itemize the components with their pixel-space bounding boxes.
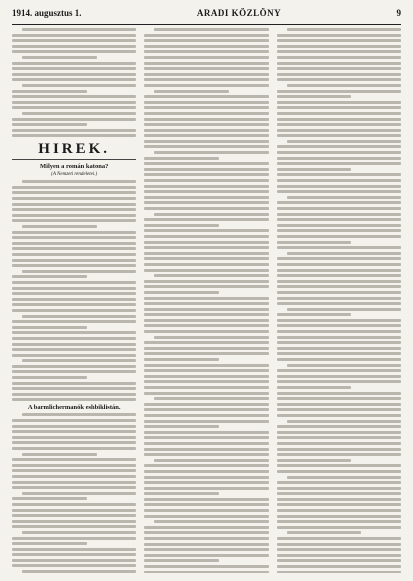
text-line-placeholder [144, 481, 268, 484]
text-line-placeholder [144, 543, 268, 546]
text-line-placeholder [12, 259, 136, 262]
text-line-placeholder [277, 45, 401, 48]
text-line-placeholder [12, 537, 136, 540]
text-line-placeholder [12, 134, 136, 137]
text-line-placeholder [144, 224, 219, 227]
text-line-placeholder [277, 459, 352, 462]
text-line-placeholder [144, 263, 268, 266]
header-page-number: 9 [396, 8, 401, 18]
text-line-placeholder [144, 291, 219, 294]
text-line-placeholder [144, 162, 268, 165]
text-line-placeholder [12, 242, 136, 245]
text-line-placeholder [22, 56, 97, 59]
text-line-placeholder [144, 246, 268, 249]
text-line-placeholder [12, 419, 136, 422]
text-line-placeholder [144, 559, 219, 562]
text-line-placeholder [144, 229, 268, 232]
text-line-placeholder [12, 50, 136, 53]
text-line-placeholder [12, 34, 136, 37]
text-line-placeholder [154, 213, 268, 216]
text-line-placeholder [144, 179, 268, 182]
text-line-placeholder [144, 95, 268, 98]
text-line-placeholder [12, 247, 136, 250]
text-line-placeholder [144, 503, 268, 506]
text-line-placeholder [12, 354, 136, 357]
text-line-placeholder [22, 270, 136, 273]
text-line-placeholder [277, 179, 401, 182]
text-line-placeholder [144, 369, 268, 372]
text-line-placeholder [22, 359, 136, 362]
text-line-placeholder [277, 397, 401, 400]
text-line-placeholder [144, 252, 268, 255]
text-line-placeholder [277, 162, 401, 165]
text-line-placeholder [277, 302, 401, 305]
text-line-placeholder [144, 134, 268, 137]
text-line-placeholder [144, 464, 268, 467]
text-line-placeholder [277, 436, 401, 439]
text-line-placeholder [277, 554, 401, 557]
text-line-placeholder [277, 151, 401, 154]
text-line-placeholder [12, 548, 136, 551]
text-line-placeholder [144, 140, 268, 143]
text-line-placeholder [12, 337, 136, 340]
text-line-placeholder [277, 330, 401, 333]
text-line-placeholder [154, 151, 268, 154]
text-line-placeholder [277, 403, 401, 406]
text-line-placeholder [144, 39, 268, 42]
text-line-placeholder [287, 140, 401, 143]
text-line-placeholder [277, 464, 401, 467]
text-line-placeholder [277, 352, 401, 355]
text-line-placeholder [277, 263, 401, 266]
text-line-placeholder [277, 62, 401, 65]
text-line-placeholder [144, 145, 268, 148]
text-line-placeholder [277, 224, 401, 227]
text-line-placeholder [144, 207, 268, 210]
text-line-placeholder [144, 453, 268, 456]
text-line-placeholder [144, 257, 268, 260]
text-line-placeholder [154, 28, 268, 31]
text-line-placeholder [277, 274, 401, 277]
text-line-placeholder [144, 565, 268, 568]
text-line-placeholder [12, 509, 136, 512]
hirek-heading: HIREK. [12, 141, 136, 160]
text-line-placeholder [144, 571, 268, 573]
text-line-placeholder [144, 470, 268, 473]
text-line-placeholder [22, 112, 136, 115]
text-line-placeholder [277, 347, 401, 350]
text-line-placeholder [22, 531, 136, 534]
text-line-placeholder [277, 470, 401, 473]
text-line-placeholder [277, 431, 401, 434]
text-line-placeholder [144, 330, 268, 333]
text-line-placeholder [12, 469, 136, 472]
text-line-placeholder [144, 548, 268, 551]
text-line-placeholder [144, 308, 268, 311]
text-line-placeholder [12, 514, 136, 517]
text-line-placeholder [12, 303, 136, 306]
text-line-placeholder [277, 369, 401, 372]
text-line-placeholder [144, 526, 268, 529]
text-line-placeholder [287, 420, 401, 423]
text-line-placeholder [277, 492, 401, 495]
text-line-placeholder [144, 285, 268, 288]
text-line-placeholder [277, 324, 401, 327]
text-line-placeholder [22, 315, 136, 318]
text-line-placeholder [144, 476, 268, 479]
text-line-placeholder [277, 207, 401, 210]
text-line-placeholder [144, 448, 268, 451]
text-line-placeholder [144, 118, 268, 121]
text-line-placeholder [22, 453, 97, 456]
text-line-placeholder [144, 531, 268, 534]
text-line-placeholder [277, 285, 401, 288]
text-line-placeholder [144, 375, 268, 378]
text-line-placeholder [12, 326, 87, 329]
text-line-placeholder [287, 308, 401, 311]
text-line-placeholder [12, 106, 136, 109]
article1-subnote: (A Nemzeti rendeletei.) [51, 172, 98, 178]
text-line-placeholder [277, 565, 401, 568]
text-line-placeholder [277, 487, 401, 490]
text-line-placeholder [12, 292, 136, 295]
text-line-placeholder [277, 386, 352, 389]
text-line-placeholder [12, 393, 136, 396]
text-line-placeholder [12, 253, 136, 256]
text-line-placeholder [12, 186, 136, 189]
text-line-placeholder [277, 157, 401, 160]
text-line-placeholder [144, 112, 268, 115]
text-line-placeholder [277, 297, 401, 300]
text-line-placeholder [277, 380, 401, 383]
text-line-placeholder [12, 343, 136, 346]
text-line-placeholder [12, 197, 136, 200]
page-header [12, 8, 401, 25]
text-line-placeholder [277, 498, 401, 501]
text-line-placeholder [12, 387, 136, 390]
text-line-placeholder [12, 376, 87, 379]
text-line-placeholder [277, 241, 352, 244]
text-line-placeholder [277, 425, 401, 428]
text-line-placeholder [22, 84, 136, 87]
text-line-placeholder [277, 190, 401, 193]
text-line-placeholder [277, 336, 401, 339]
text-line-placeholder [144, 319, 268, 322]
text-line-placeholder [154, 397, 268, 400]
text-line-placeholder [277, 123, 401, 126]
text-line-placeholder [144, 420, 268, 423]
text-line-placeholder [277, 520, 401, 523]
text-line-placeholder [12, 264, 136, 267]
text-line-placeholder [144, 56, 268, 59]
text-line-placeholder [277, 213, 401, 216]
text-line-placeholder [12, 430, 136, 433]
text-line-placeholder [277, 34, 401, 37]
text-line-placeholder [277, 50, 401, 53]
text-line-placeholder [144, 487, 268, 490]
text-line-placeholder [144, 386, 268, 389]
text-line-placeholder [12, 542, 87, 545]
text-line-placeholder [12, 425, 136, 428]
text-line-placeholder [144, 414, 268, 417]
text-line-placeholder [144, 358, 219, 361]
text-line-placeholder [144, 173, 268, 176]
text-line-placeholder [12, 231, 136, 234]
text-line-placeholder [12, 275, 87, 278]
text-line-placeholder [12, 78, 136, 81]
text-line-placeholder [12, 298, 136, 301]
text-line-placeholder [277, 515, 401, 518]
text-line-placeholder [12, 101, 136, 104]
text-line-placeholder [12, 447, 136, 450]
text-line-placeholder [277, 408, 401, 411]
text-line-placeholder [144, 442, 268, 445]
text-line-placeholder [12, 281, 136, 284]
text-line-placeholder [144, 554, 268, 557]
text-line-placeholder [277, 218, 401, 221]
text-line-placeholder [12, 129, 136, 132]
text-line-placeholder [277, 414, 401, 417]
text-line-placeholder [144, 280, 268, 283]
text-line-placeholder [277, 537, 401, 540]
text-line-placeholder [277, 112, 401, 115]
text-line-placeholder [277, 319, 401, 322]
text-line-placeholder [277, 543, 401, 546]
text-line-placeholder [144, 341, 268, 344]
text-line-placeholder [144, 425, 219, 428]
text-line-placeholder [144, 352, 268, 355]
text-line-placeholder [144, 168, 268, 171]
text-line-placeholder [12, 309, 136, 312]
text-line-placeholder [277, 358, 401, 361]
text-line-placeholder [277, 559, 401, 562]
text-line-placeholder [277, 134, 401, 137]
text-line-placeholder [12, 236, 136, 239]
text-line-placeholder [12, 203, 136, 206]
text-line-placeholder [12, 67, 136, 70]
text-line-placeholder [277, 481, 401, 484]
text-line-placeholder [144, 313, 268, 316]
text-line-placeholder [12, 95, 136, 98]
text-line-placeholder [144, 45, 268, 48]
text-line-placeholder [144, 436, 268, 439]
text-line-placeholder [277, 90, 401, 93]
text-line-placeholder [154, 520, 268, 523]
text-line-placeholder [277, 509, 401, 512]
text-line-placeholder [22, 492, 136, 495]
text-line-placeholder [277, 503, 401, 506]
text-line-placeholder [277, 392, 401, 395]
text-line-placeholder [144, 509, 268, 512]
text-line-placeholder [144, 123, 268, 126]
text-line-placeholder [144, 324, 268, 327]
text-line-placeholder [144, 218, 268, 221]
text-line-placeholder [144, 515, 268, 518]
text-line-placeholder [287, 84, 401, 87]
text-line-placeholder [22, 413, 136, 416]
text-line-placeholder [277, 246, 401, 249]
text-line-placeholder [12, 564, 136, 567]
column-left [12, 28, 136, 573]
text-line-placeholder [144, 498, 268, 501]
text-line-placeholder [277, 185, 401, 188]
text-line-placeholder [277, 280, 401, 283]
article1-title: Milyen a román katona? [40, 163, 109, 171]
text-line-placeholder [144, 403, 268, 406]
text-line-placeholder [144, 73, 268, 76]
text-line-placeholder [277, 341, 401, 344]
text-line-placeholder [277, 145, 401, 148]
article2-title: A barmlichermanók eshbiklistán. [27, 404, 121, 412]
text-line-placeholder [144, 297, 268, 300]
text-line-placeholder [12, 118, 136, 121]
text-line-placeholder [12, 214, 136, 217]
column-middle [144, 28, 268, 573]
text-line-placeholder [144, 537, 268, 540]
text-line-placeholder [12, 370, 136, 373]
text-line-placeholder [144, 157, 219, 160]
text-line-placeholder [12, 365, 136, 368]
text-line-placeholder [144, 190, 268, 193]
text-line-placeholder [12, 458, 136, 461]
text-line-placeholder [277, 56, 401, 59]
text-line-placeholder [154, 459, 268, 462]
text-line-placeholder [144, 129, 268, 132]
text-line-placeholder [287, 28, 401, 31]
text-line-placeholder [277, 257, 401, 260]
text-line-placeholder [144, 196, 268, 199]
text-line-placeholder [144, 34, 268, 37]
text-line-placeholder [144, 364, 268, 367]
text-line-placeholder [277, 73, 401, 76]
text-line-placeholder [144, 67, 268, 70]
text-line-placeholder [12, 320, 136, 323]
text-line-placeholder [277, 129, 401, 132]
text-line-placeholder [277, 95, 352, 98]
text-line-placeholder [12, 382, 136, 385]
column-right [277, 28, 401, 573]
text-line-placeholder [277, 67, 401, 70]
text-line-placeholder [12, 497, 87, 500]
text-line-placeholder [287, 252, 401, 255]
text-line-placeholder [12, 90, 87, 93]
text-line-placeholder [277, 235, 401, 238]
text-line-placeholder [277, 375, 401, 378]
text-line-placeholder [277, 548, 401, 551]
text-line-placeholder [287, 364, 401, 367]
header-date: 1914. augusztus 1. [12, 8, 82, 18]
text-line-placeholder [287, 531, 362, 534]
text-line-placeholder [277, 78, 401, 81]
text-line-placeholder [144, 241, 268, 244]
text-line-placeholder [12, 475, 136, 478]
text-line-placeholder [12, 520, 136, 523]
text-line-placeholder [144, 106, 268, 109]
text-line-placeholder [277, 526, 401, 529]
text-line-placeholder [144, 62, 268, 65]
text-line-placeholder [12, 219, 136, 222]
text-line-placeholder [277, 453, 401, 456]
text-line-placeholder [277, 229, 401, 232]
text-line-placeholder [277, 173, 401, 176]
text-line-placeholder [144, 431, 268, 434]
text-line-placeholder [22, 570, 136, 573]
text-line-placeholder [144, 408, 268, 411]
text-line-placeholder [144, 380, 268, 383]
text-line-placeholder [12, 553, 136, 556]
text-line-placeholder [22, 225, 97, 228]
text-line-placeholder [12, 208, 136, 211]
text-line-placeholder [12, 398, 136, 401]
text-line-placeholder [277, 442, 401, 445]
text-line-placeholder [144, 78, 268, 81]
text-line-placeholder [154, 274, 268, 277]
text-line-placeholder [22, 180, 136, 183]
header-title: ARADI KÖZLÖNY [196, 8, 282, 18]
text-line-placeholder [12, 123, 87, 126]
text-line-placeholder [12, 287, 136, 290]
text-line-placeholder [277, 201, 401, 204]
text-line-placeholder [12, 481, 136, 484]
text-line-placeholder [277, 448, 401, 451]
text-line-placeholder [154, 90, 229, 93]
text-line-placeholder [12, 62, 136, 65]
text-line-placeholder [144, 235, 268, 238]
text-line-placeholder [12, 191, 136, 194]
text-line-placeholder [144, 347, 268, 350]
text-line-placeholder [277, 168, 352, 171]
text-line-placeholder [12, 486, 136, 489]
text-line-placeholder [144, 269, 268, 272]
text-line-placeholder [277, 39, 401, 42]
text-line-placeholder [277, 118, 401, 121]
text-line-placeholder [144, 101, 268, 104]
text-line-placeholder [287, 476, 401, 479]
text-line-placeholder [12, 45, 136, 48]
text-line-placeholder [22, 28, 136, 31]
text-line-placeholder [277, 101, 401, 104]
text-line-placeholder [12, 503, 136, 506]
text-line-placeholder [144, 392, 268, 395]
text-line-placeholder [144, 302, 268, 305]
text-line-placeholder [154, 336, 268, 339]
text-line-placeholder [277, 269, 401, 272]
text-line-placeholder [144, 84, 268, 87]
text-line-placeholder [277, 571, 401, 573]
text-line-placeholder [12, 436, 136, 439]
text-line-placeholder [144, 185, 268, 188]
text-line-placeholder [277, 106, 401, 109]
text-line-placeholder [12, 39, 136, 42]
text-line-placeholder [277, 291, 401, 294]
text-line-placeholder [12, 331, 136, 334]
text-line-placeholder [12, 348, 136, 351]
text-line-placeholder [277, 313, 352, 316]
text-line-placeholder [12, 441, 136, 444]
article-columns [12, 28, 401, 573]
text-line-placeholder [144, 492, 219, 495]
text-line-placeholder [144, 50, 268, 53]
text-line-placeholder [12, 559, 136, 562]
text-line-placeholder [12, 525, 136, 528]
text-line-placeholder [12, 464, 136, 467]
text-line-placeholder [287, 196, 401, 199]
text-line-placeholder [144, 201, 268, 204]
text-line-placeholder [12, 73, 136, 76]
